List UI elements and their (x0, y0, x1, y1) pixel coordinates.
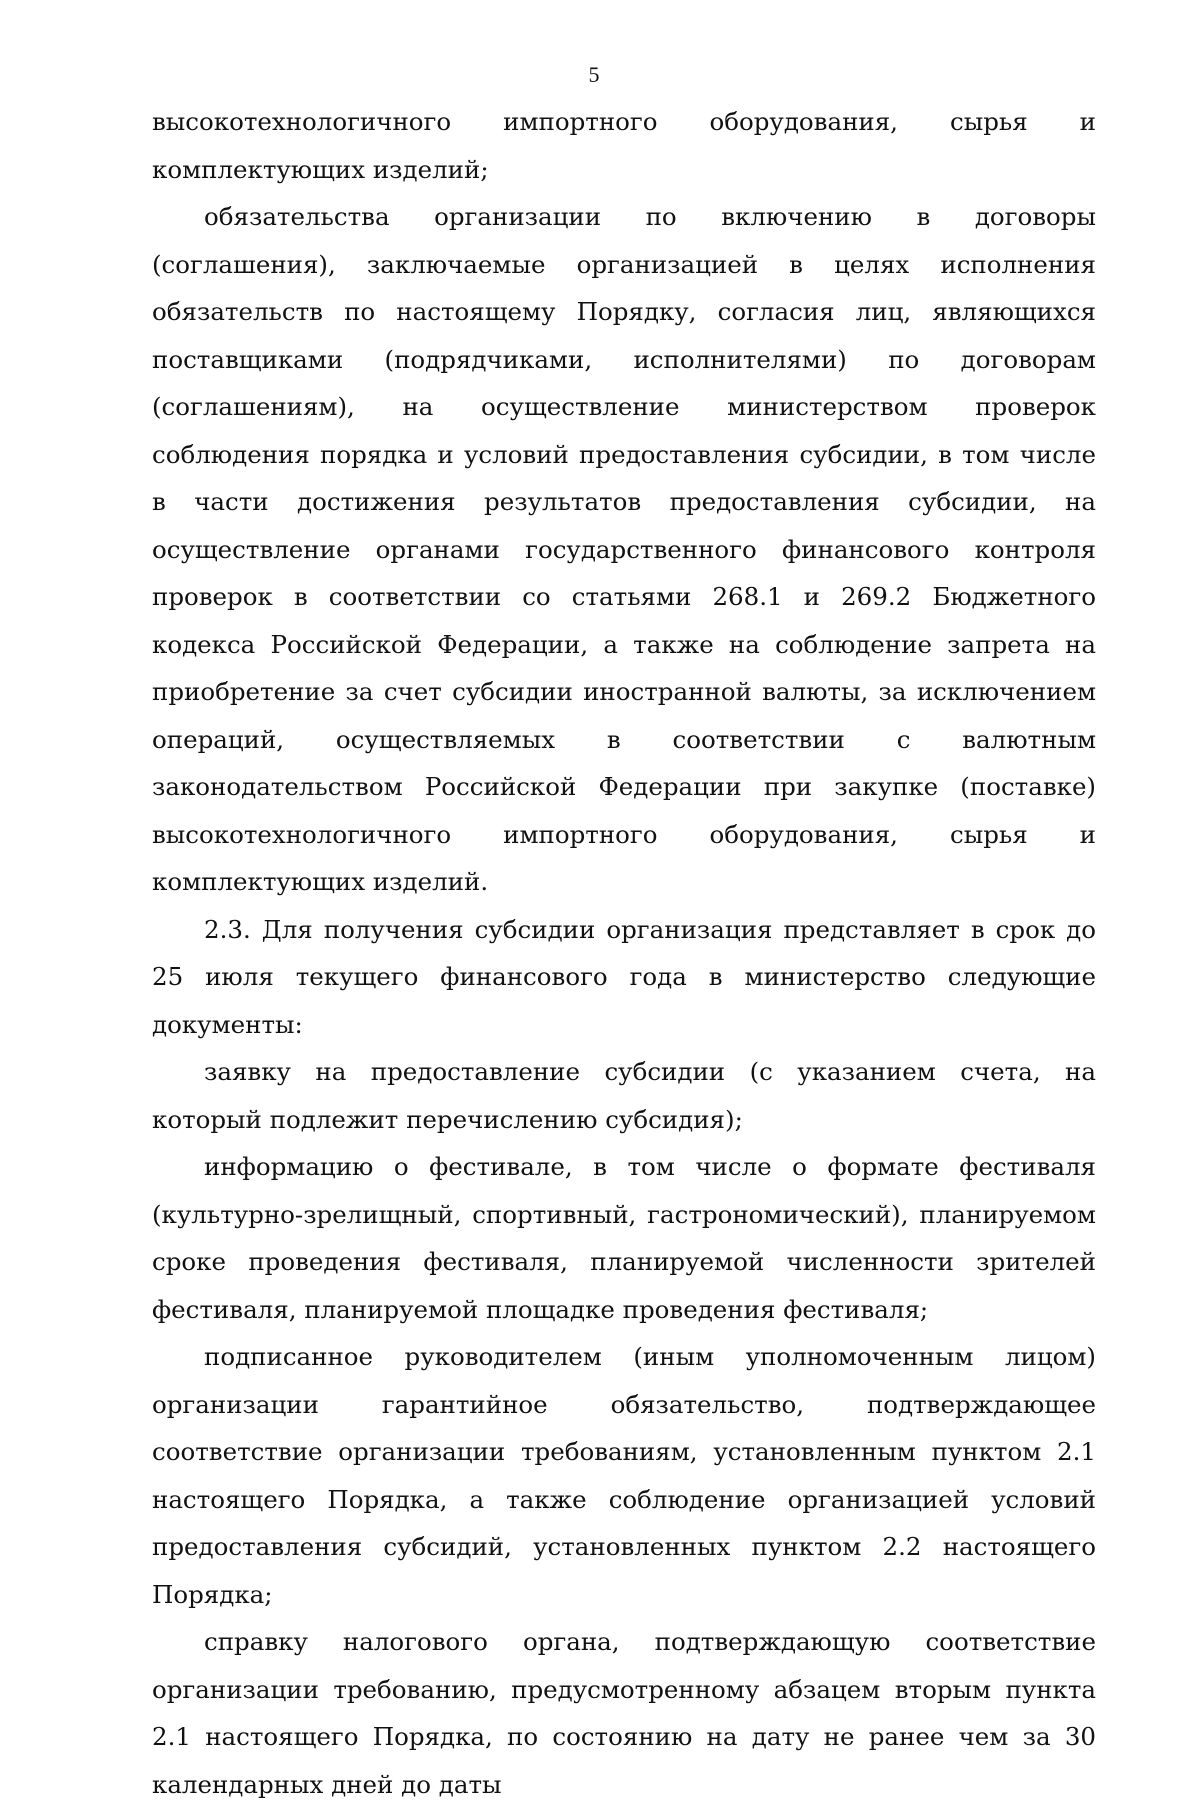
paragraph-guarantee: подписанное руководителем (иным уполномоченным лицом) организации гарантийное обязательство, подтверждающее соответствие организации требованиям, установленным пунктом 2.1 настоящего Порядка, а также соблюдение организацией условий предоставления субсидий, установленных пунктом 2.2 настоящего Порядка; (152, 1342, 1096, 1609)
page-number: 5 (588, 62, 600, 87)
paragraph-tax-certificate: справку налогового органа, подтверждающую соответствие организации требованию, предусмотренному абзацем вторым пункта 2.1 настоящего Порядка, по состоянию на дату не ранее чем за 30 календарных дней до даты (152, 1627, 1096, 1799)
paragraph-obligations: обязательства организации по включению в договоры (соглашения), заключаемые организацией в целях исполнения обязательств по настоящему Порядку, согласия лиц, являющихся поставщиками (подрядчиками, исполнителями) по договорам (соглашениям), на осуществление министерством проверок соблюдения порядка и условий предоставления субсидии, в том числе в части достижения результатов предоставления субсидии, на осуществление органами государственного финансового контроля проверок в соответствии со статьями 268.1 и 269.2 Бюджетного кодекса Российской Федерации, а также на соблюдение запрета на приобретение за счет субсидии иностранной валюты, за исключением операций, осуществляемых в соответствии с валютным законодательством Российской Федерации при закупке (поставке) высокотехнологичного импортного оборудования, сырья и комплектующих изделий. (152, 202, 1096, 896)
document-body (152, 98, 1096, 1808)
paragraph-festival-info: информацию о фестивале, в том числе о формате фестиваля (культурно-зрелищный, спортивный, гастрономический), планируемом сроке проведения фестиваля, планируемой численности зрителей фестиваля, планируемой площадке проведения фестиваля; (152, 1152, 1096, 1324)
paragraph-continuation: высокотехнологичного импортного оборудования, сырья и комплектующих изделий; (152, 107, 1096, 184)
paragraph-application: заявку на предоставление субсидии (с указанием счета, на который подлежит перечислению субсидия); (152, 1057, 1096, 1134)
paragraph-clause-2-3: 2.3. Для получения субсидии организация представляет в срок до 25 июля текущего финансового года в министерство следующие документы: (152, 914, 1096, 1039)
